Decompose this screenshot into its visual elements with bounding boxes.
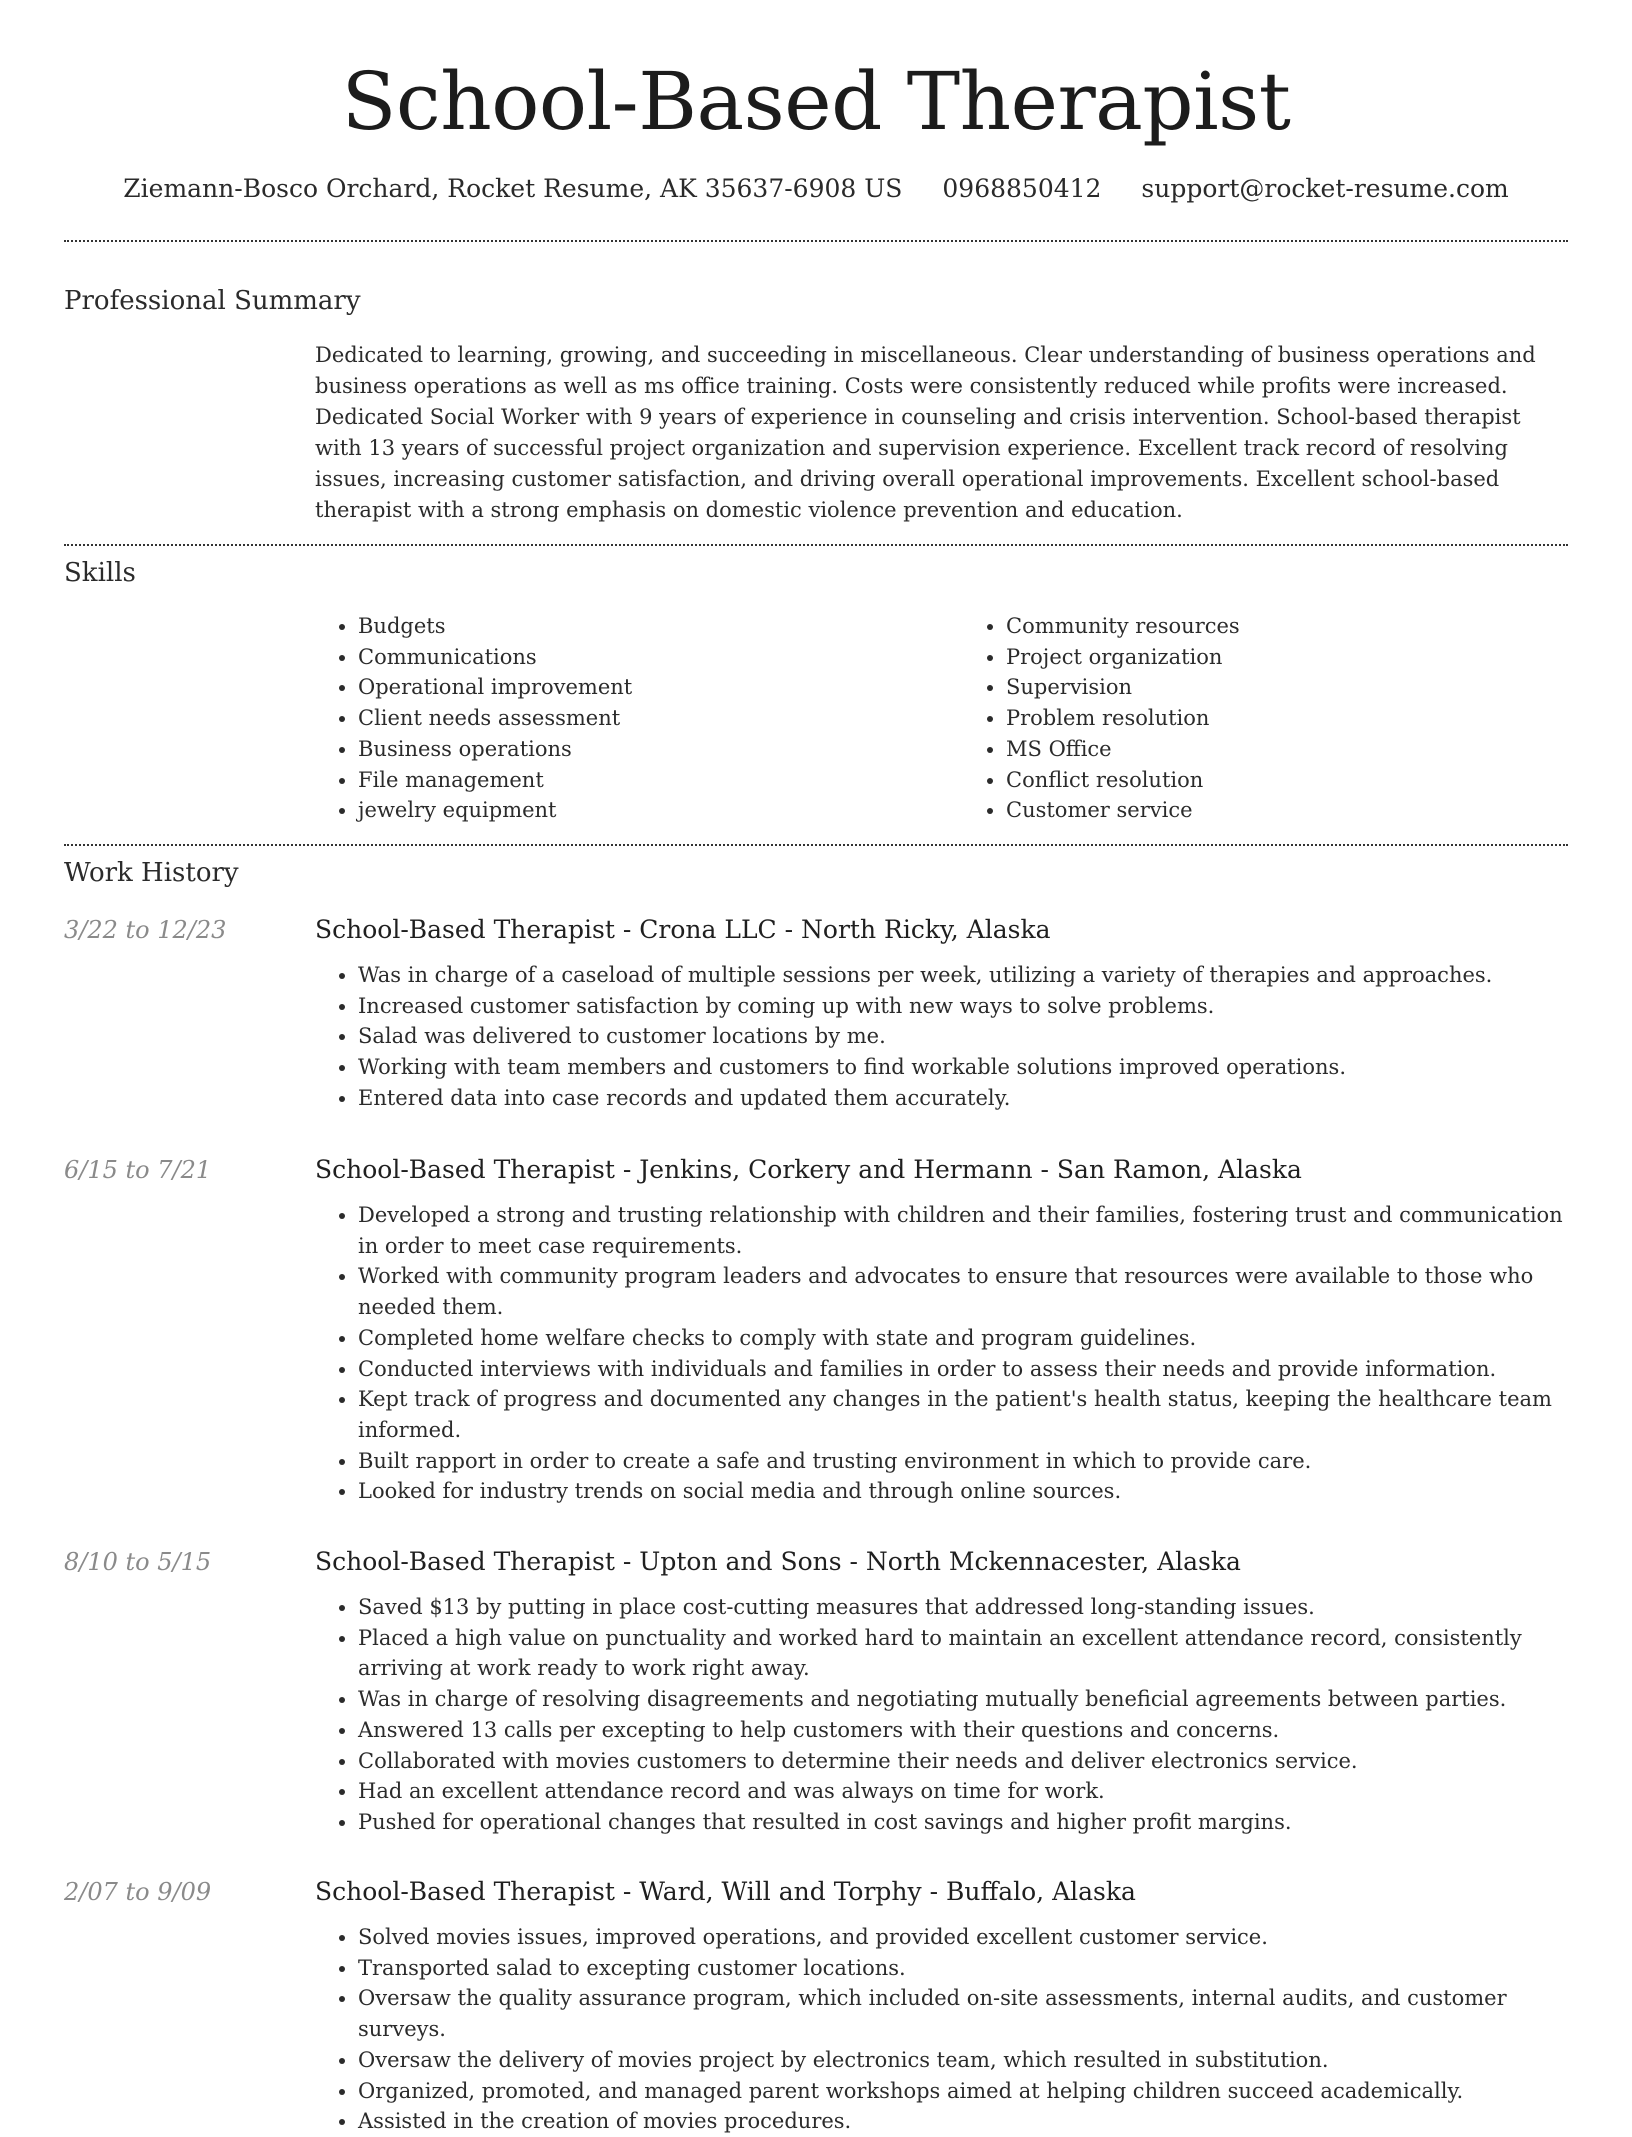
skill-item: • Budgets bbox=[358, 611, 920, 642]
job-duty: • Worked with community program leaders and advocates to ensure that resources were available to those who needed them. bbox=[358, 1261, 1568, 1322]
job-duty: • Oversaw the delivery of movies project by electronics team, which resulted in substitution. bbox=[358, 2045, 1568, 2076]
job-duties bbox=[315, 1592, 1568, 1838]
skill-item: • jewelry equipment bbox=[358, 795, 920, 826]
contact-line bbox=[0, 172, 1632, 206]
job-duties bbox=[315, 1922, 1568, 2137]
job-title: School-Based Therapist - Ward, Will and Torphy - Buffalo, Alaska bbox=[315, 1877, 1136, 1906]
skill-item: • Supervision bbox=[1006, 672, 1568, 703]
job-duty: • Organized, promoted, and managed parent workshops aimed at helping children succeed academically. bbox=[358, 2076, 1568, 2107]
job-duties bbox=[315, 1200, 1568, 1507]
job-duty: • Increased customer satisfaction by coming up with new ways to solve problems. bbox=[358, 991, 1568, 1022]
contact-email: support@rocket-resume.com bbox=[1141, 174, 1509, 203]
job-dates: 8/10 to 5/15 bbox=[64, 1548, 212, 1576]
skill-item: • Business operations bbox=[358, 734, 920, 765]
skills-heading: Skills bbox=[64, 558, 136, 588]
job-duty: • Entered data into case records and updated them accurately. bbox=[358, 1083, 1568, 1114]
job-duty: • Saved $13 by putting in place cost-cutting measures that addressed long-standing issues. bbox=[358, 1592, 1568, 1623]
divider bbox=[64, 240, 1568, 242]
job-title: School-Based Therapist - Upton and Sons - North Mckennacester, Alaska bbox=[315, 1547, 1241, 1576]
job-duty: • Looked for industry trends on social media and through online sources. bbox=[358, 1476, 1568, 1507]
job-duty: • Answered 13 calls per excepting to help customers with their questions and concerns. bbox=[358, 1715, 1568, 1746]
job-dates: 6/15 to 7/21 bbox=[64, 1156, 212, 1184]
job-duty: • Developed a strong and trusting relationship with children and their families, fostering trust and communication in order to meet case requirements. bbox=[358, 1200, 1568, 1261]
job-duty: • Collaborated with movies customers to determine their needs and deliver electronics service. bbox=[358, 1746, 1568, 1777]
candidate-name: School-Based Therapist bbox=[341, 55, 1291, 148]
job-duty: • Had an excellent attendance record and was always on time for work. bbox=[358, 1776, 1568, 1807]
job-duty: • Pushed for operational changes that resulted in cost savings and higher profit margins. bbox=[358, 1807, 1568, 1838]
skill-item: • Communications bbox=[358, 642, 920, 673]
summary-text: Dedicated to learning, growing, and succeeding in miscellaneous. Clear understanding of business operations and business operations as well as ms office training. Costs were consistently reduced while profits were increased. Dedicated Social Worker with 9 years of experience in counseling and crisis intervention. School-based therapist with 13 years of successful project organization and supervision experience. Excellent track record of resolving issues, increasing customer satisfaction, and driving overall operational improvements. Excellent school-based therapist with a strong emphasis on domestic violence prevention and education. bbox=[315, 343, 1536, 522]
job-dates: 3/22 to 12/23 bbox=[64, 916, 227, 944]
contact-phone: 0968850412 bbox=[942, 174, 1102, 203]
skill-item: • Customer service bbox=[1006, 795, 1568, 826]
skill-item: • File management bbox=[358, 765, 920, 796]
skill-item: • Conflict resolution bbox=[1006, 765, 1568, 796]
job-title: School-Based Therapist - Crona LLC - North Ricky, Alaska bbox=[315, 915, 1051, 944]
skills-list bbox=[315, 611, 1568, 826]
skill-item: • Problem resolution bbox=[1006, 703, 1568, 734]
job-duty: • Kept track of progress and documented any changes in the patient's health status, keeping the healthcare team informed. bbox=[358, 1384, 1568, 1445]
skill-item: • Operational improvement bbox=[358, 672, 920, 703]
job-duty: • Built rapport in order to create a safe and trusting environment in which to provide care. bbox=[358, 1446, 1568, 1477]
job-duty: • Conducted interviews with individuals and families in order to assess their needs and provide information. bbox=[358, 1354, 1568, 1385]
skill-item: • MS Office bbox=[1006, 734, 1568, 765]
job-duty: • Was in charge of a caseload of multiple sessions per week, utilizing a variety of therapies and approaches. bbox=[358, 960, 1568, 991]
job-duty: • Was in charge of resolving disagreements and negotiating mutually beneficial agreements between parties. bbox=[358, 1684, 1568, 1715]
skills-column-left bbox=[315, 611, 920, 826]
job-duty: • Solved movies issues, improved operations, and provided excellent customer service. bbox=[358, 1922, 1568, 1953]
divider bbox=[64, 844, 1568, 846]
job-duty: • Placed a high value on punctuality and worked hard to maintain an excellent attendance record, consistently arriving at work ready to work right away. bbox=[358, 1623, 1568, 1684]
skill-item: • Client needs assessment bbox=[358, 703, 920, 734]
job-duty: • Transported salad to excepting customer locations. bbox=[358, 1953, 1568, 1984]
job-duty: • Completed home welfare checks to comply with state and program guidelines. bbox=[358, 1323, 1568, 1354]
skill-item: • Project organization bbox=[1006, 642, 1568, 673]
job-title: School-Based Therapist - Jenkins, Corkery and Hermann - San Ramon, Alaska bbox=[315, 1155, 1302, 1184]
job-dates: 2/07 to 9/09 bbox=[64, 1878, 212, 1906]
job-duty: • Working with team members and customers to find workable solutions improved operations. bbox=[358, 1052, 1568, 1083]
contact-address: Ziemann-Bosco Orchard, Rocket Resume, AK 35637-6908 US bbox=[123, 174, 903, 203]
job-duty: • Oversaw the quality assurance program, which included on-site assessments, internal audits, and customer surveys. bbox=[358, 1983, 1568, 2044]
job-duties bbox=[315, 960, 1568, 1114]
skill-item: • Community resources bbox=[1006, 611, 1568, 642]
divider bbox=[64, 544, 1568, 546]
skills-column-right bbox=[963, 611, 1568, 826]
summary-heading: Professional Summary bbox=[64, 286, 361, 316]
work-history-heading: Work History bbox=[64, 858, 239, 888]
job-duty: • Salad was delivered to customer locations by me. bbox=[358, 1021, 1568, 1052]
job-duty: • Assisted in the creation of movies procedures. bbox=[358, 2106, 1568, 2137]
